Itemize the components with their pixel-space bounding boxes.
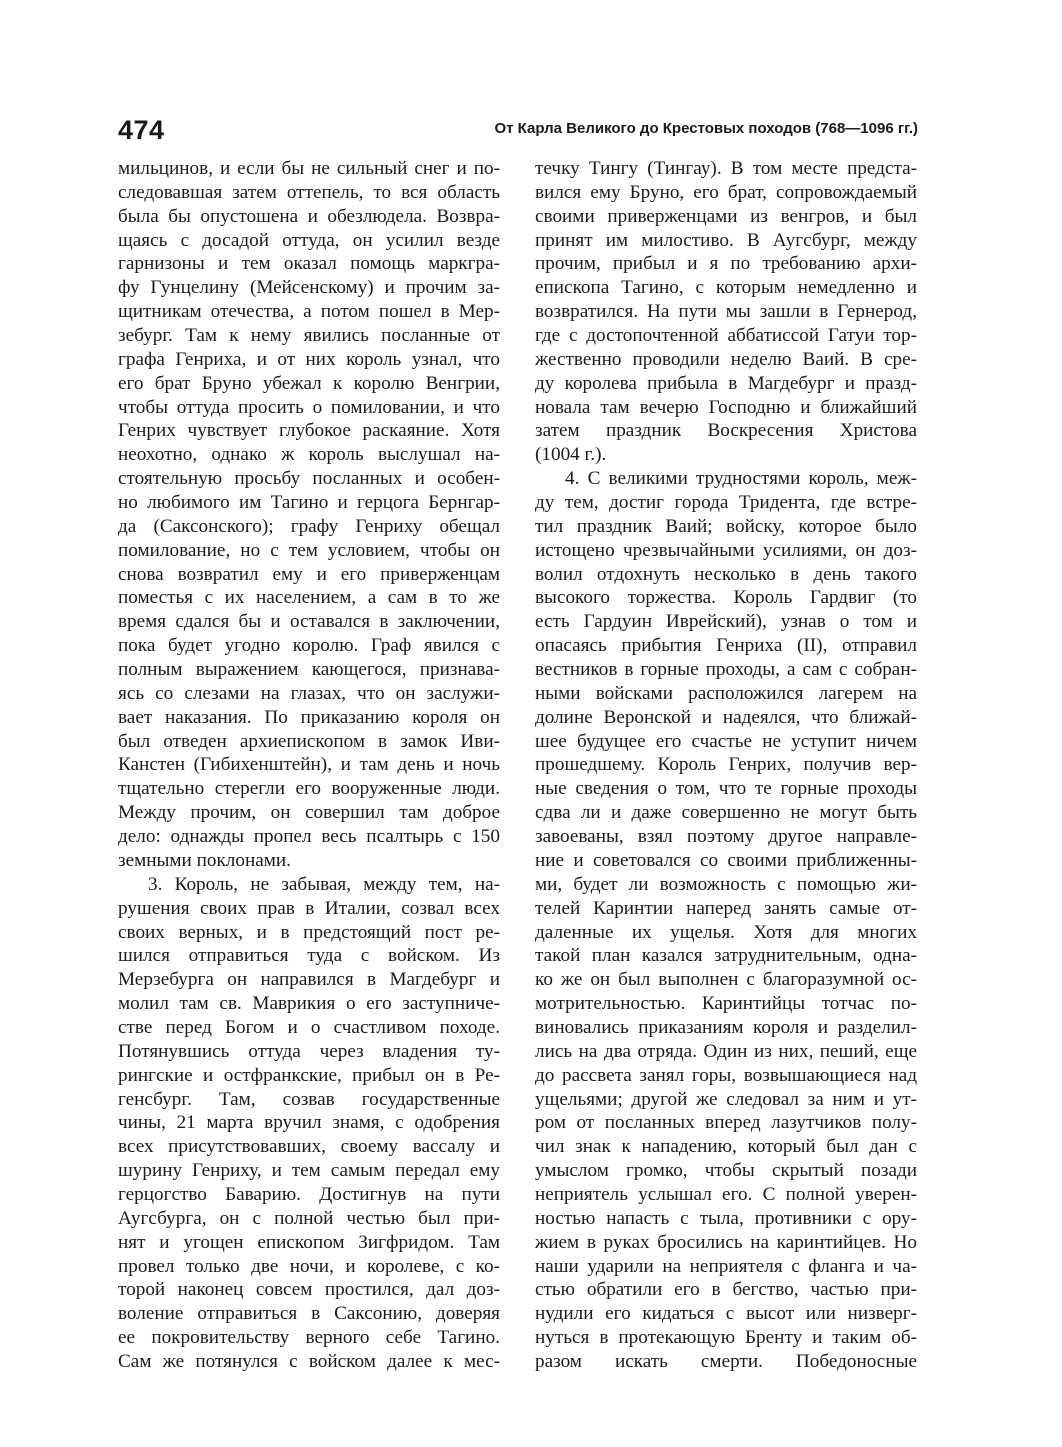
text-line: вестников в горные проходы, а сам с собран- xyxy=(535,659,917,681)
text-line: полным выражением кающегося, признава- xyxy=(118,659,500,681)
text-line: чтобы оттуда просить о помиловании, и что xyxy=(118,396,500,418)
text-line: щаясь с досадой оттуда, он усилил везде xyxy=(118,229,500,251)
text-line: была бы опустошена и обезлюдела. Возвра- xyxy=(118,205,500,227)
text-line: торой наконец совсем простился, дал доз- xyxy=(118,1279,500,1301)
text-line: волил отдохнуть несколько в день такого xyxy=(535,563,917,585)
text-line: да (Саксонского); графу Генриху обещал xyxy=(118,515,500,537)
text-line: фу Гунцелину (Мейсенскому) и прочим за- xyxy=(118,277,500,299)
text-line: молил там св. Маврикия о его заступниче- xyxy=(118,993,500,1015)
text-line: течку Тингу (Тингау). В том месте предста- xyxy=(535,158,917,179)
text-line: ее покровительству верного себе Тагино. xyxy=(118,1327,500,1349)
text-line: ду тем, достиг города Тридента, где встре- xyxy=(535,492,917,514)
text-line: наши ударили на неприятеля с фланга и ча- xyxy=(535,1255,917,1277)
text-line: Канстен (Гибихенштейн), и там день и ночь xyxy=(118,754,500,776)
text-line: ко же он был выполнен с благоразумной ос- xyxy=(535,969,917,991)
text-line: тил праздник Ваий; войску, которое было xyxy=(535,515,917,537)
text-line: принят им милостиво. В Аугсбург, между xyxy=(535,229,917,251)
text-line: ду королева прибыла в Магдебург и празд- xyxy=(535,372,917,394)
text-line: генсбург. Там, созвав государственные xyxy=(118,1088,500,1110)
text-line: стоятельную просьбу посланных и особен- xyxy=(118,468,500,490)
text-line: такой план казался затруднительным, одна- xyxy=(535,945,917,967)
text-line: (1004 г.). xyxy=(535,444,607,466)
text-line: умыслом громко, чтобы скрытый позади xyxy=(535,1160,917,1182)
text-line: провел только две ночи, и королеве, с ко- xyxy=(118,1255,500,1277)
text-line: герцогство Баварию. Достигнув на пути xyxy=(118,1183,500,1205)
text-line: ными войсками расположился лагерем на xyxy=(535,682,917,704)
text-line: стве перед Богом и о счастливом походе. xyxy=(118,1016,500,1038)
text-line: мотрительностью. Каринтийцы тотчас по- xyxy=(535,993,917,1015)
text-line: даленные их ущелья. Хотя для многих xyxy=(535,921,917,943)
text-line: графа Генриха, и от них король узнал, что xyxy=(118,348,500,370)
text-line: всех присутствовавших, своему вассалу и xyxy=(118,1136,500,1158)
text-line: разом искать смерти. Победоносные xyxy=(535,1350,917,1372)
text-line: своими приверженцами из венгров, и был xyxy=(535,205,917,227)
text-line: его брат Бруно убежал к королю Венгрии, xyxy=(118,372,500,394)
text-line: вает наказания. По приказанию короля он xyxy=(118,706,500,728)
text-line: шурину Генриху, и тем самым передал ему xyxy=(118,1160,500,1182)
text-line: гарнизоны и тем оказал помощь маркгра- xyxy=(118,253,500,275)
text-line: есть Гардуин Иврейский), узнав о том и xyxy=(535,611,917,633)
text-line: телей Каринтии наперед занять самые от- xyxy=(535,897,917,919)
text-line: пока будет угодно королю. Граф явился с xyxy=(118,635,500,657)
text-line: земными поклонами. xyxy=(118,849,291,871)
text-line: 4. С великими трудностями король, меж- xyxy=(565,468,917,490)
text-line: жием в руках бросились на каринтийцев. Но xyxy=(535,1231,917,1253)
text-line: сдва ли и даже совершенно не могут быть xyxy=(535,802,917,824)
page-header xyxy=(118,113,918,147)
text-column-right xyxy=(535,157,917,1374)
text-line: возвратился. На пути мы зашли в Гернерод, xyxy=(535,301,917,323)
text-line: рингские и остфранкские, прибыл он в Ре- xyxy=(118,1064,500,1086)
text-line: где с достопочтенной аббатиссой Гатуи тор- xyxy=(535,325,917,347)
text-line: воление отправиться в Саксонию, доверяя xyxy=(118,1303,500,1325)
text-line: истощено чрезвычайными усилиями, он доз- xyxy=(535,539,917,561)
text-line: неохотно, однако ж король выслушал на- xyxy=(118,444,500,466)
text-line: мильцинов, и если бы не сильный снег и по- xyxy=(118,158,500,179)
text-line: жественно проводили неделю Ваий. В сре- xyxy=(535,348,917,370)
text-line: чил знак к нападению, который был дан с xyxy=(535,1136,917,1158)
text-line: неприятель услышал его. С полной уверен- xyxy=(535,1183,917,1205)
running-title: От Карла Великого до Крестовых походов (768—1096 гг.) xyxy=(494,120,918,137)
text-line: тщательно стерегли его вооруженные люди. xyxy=(118,778,500,800)
text-line: шее будущее его счастье не уступит ничем xyxy=(535,730,917,752)
text-line: высокого торжества. Король Гардвиг (то xyxy=(535,587,917,609)
text-line: нят и угощен епископом Зигфридом. Там xyxy=(118,1231,500,1253)
text-line: Мерзебурга он направился в Магдебург и xyxy=(118,969,500,991)
text-line: Генрих чувствует глубокое раскаяние. Хотя xyxy=(118,420,500,442)
text-line: ущельями; другой же следовал за ним и ут- xyxy=(535,1088,917,1110)
text-line: время сдался бы и оставался в заключении, xyxy=(118,611,500,633)
text-line: ностью напасть с тыла, противники с ору- xyxy=(535,1207,917,1229)
text-line: нудили его кидаться с высот или низверг- xyxy=(535,1303,917,1325)
text-line: ние и советовался со своими приближенны- xyxy=(535,849,917,871)
text-line: рушения своих прав в Италии, созвал всех xyxy=(118,897,500,919)
text-line: Сам же потянулся с войском далее к мес- xyxy=(118,1350,500,1372)
text-line: затем праздник Воскресения Христова xyxy=(535,420,917,442)
text-line: Между прочим, он совершил там доброе xyxy=(118,802,500,824)
text-line: своих верных, и в предстоящий пост ре- xyxy=(118,921,500,943)
text-line: новала там вечерю Господню и ближайший xyxy=(535,396,917,418)
text-line: епископа Тагино, с которым немедленно и xyxy=(535,277,917,299)
text-line: щитникам отечества, а потом пошел в Мер- xyxy=(118,301,500,323)
text-line: чины, 21 марта вручил знамя, с одобрения xyxy=(118,1112,500,1134)
text-line: прочим, прибыл и я по требованию архи- xyxy=(535,253,917,275)
text-line: стью обратили его в бегство, частью при- xyxy=(535,1279,917,1301)
text-column-left xyxy=(118,157,500,1374)
text-line: Аугсбурга, он с полной честью был при- xyxy=(118,1207,500,1229)
text-line: нуться в протекающую Бренту и таким об- xyxy=(535,1327,917,1349)
text-line: был отведен архиепископом в замок Иви- xyxy=(118,730,500,752)
text-line: 3. Король, не забывая, между тем, на- xyxy=(148,873,500,895)
text-line: прошедшему. Король Генрих, получив вер- xyxy=(535,754,917,776)
text-line: ясь со слезами на глазах, что он заслужи- xyxy=(118,682,500,704)
text-line: дело: однажды пропел весь псалтырь с 150 xyxy=(118,826,500,848)
text-line: помилование, но с тем условием, чтобы он xyxy=(118,539,500,561)
text-line: зебург. Там к нему явились посланные от xyxy=(118,325,500,347)
text-line: долине Веронской и надеялся, что ближай- xyxy=(535,706,917,728)
page-number: 474 xyxy=(118,115,165,145)
text-line: следовавшая затем оттепель, то вся область xyxy=(118,181,500,203)
text-line: до рассвета занял горы, возвышающиеся над xyxy=(535,1064,917,1086)
text-line: опасаясь прибытия Генриха (II), отправил xyxy=(535,635,917,657)
text-line: вился ему Бруно, его брат, сопровождаемый xyxy=(535,181,917,203)
text-line: завоеваны, взял поэтому другое направле- xyxy=(535,826,917,848)
text-line: ром от посланных вперед лазутчиков полу- xyxy=(535,1112,917,1134)
text-line: шился отправиться туда с войском. Из xyxy=(118,945,500,967)
text-line: лись на два отряда. Один из них, пеший, еще xyxy=(535,1040,917,1062)
text-line: поместья с их населением, а сам в то же xyxy=(118,587,500,609)
text-line: снова возвратил ему и его приверженцам xyxy=(118,563,500,585)
text-line: но любимого им Тагино и герцога Бернгар- xyxy=(118,492,500,514)
text-line: виновались приказаниям короля и разделил- xyxy=(535,1016,917,1038)
text-line: ми, будет ли возможность с помощью жи- xyxy=(535,873,917,895)
text-line: ные сведения о том, что те горные проходы xyxy=(535,778,917,800)
text-line: Потянувшись оттуда через владения ту- xyxy=(118,1040,500,1062)
